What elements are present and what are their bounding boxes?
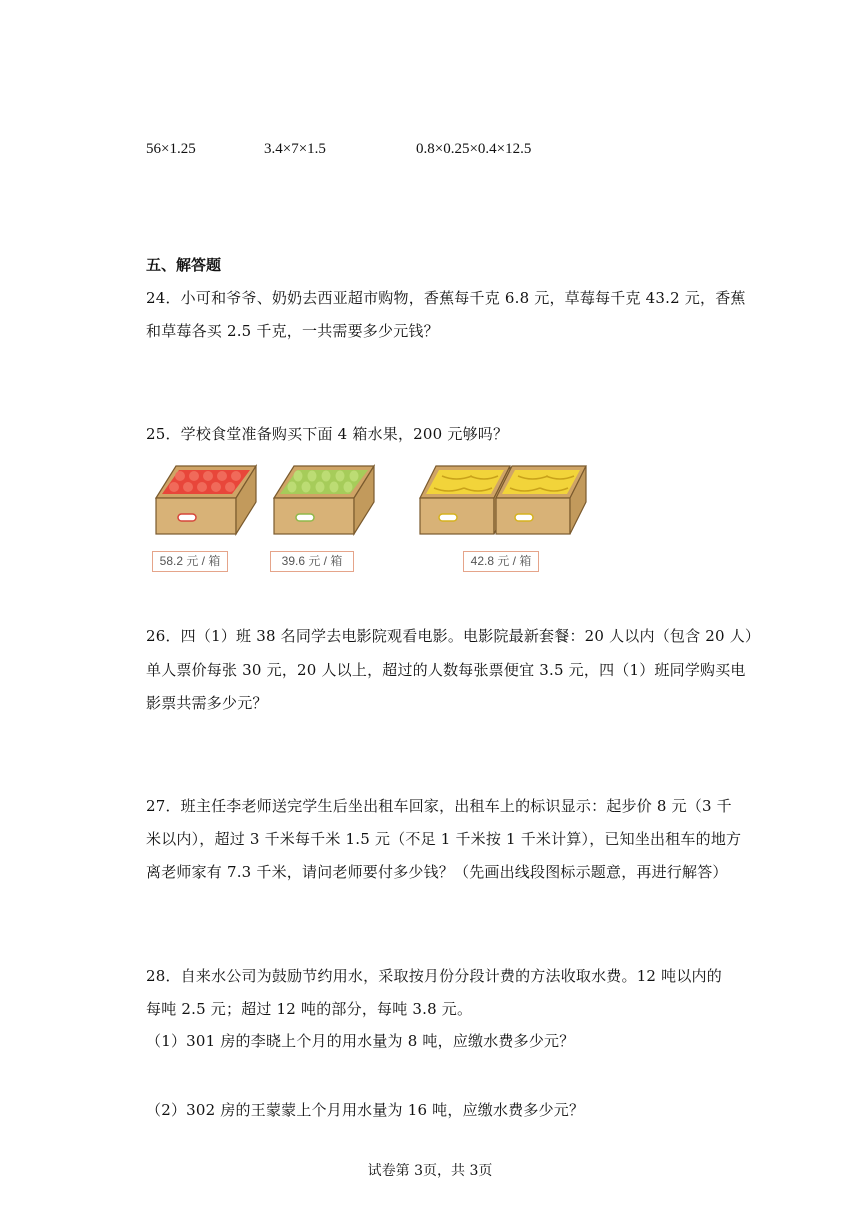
question-24-line-1: 24．小可和爷爷、奶奶去西亚超市购物，香蕉每千克 6.8 元，草莓每千克 43.2 元，香蕉: [146, 289, 746, 307]
expression-2: 3.4×7×1.5: [264, 141, 326, 157]
pear-crate-icon: [268, 460, 380, 540]
expression-3: 0.8×0.25×0.4×12.5: [416, 141, 532, 157]
pear-price-label: 39.6 元 / 箱: [270, 551, 354, 572]
question-26-line-2: 单人票价每张 30 元，20 人以上，超过的人数每张票便宜 3.5 元，四（1）班同学购买电: [146, 661, 746, 679]
question-27-line-1: 27．班主任李老师送完学生后坐出租车回家，出租车上的标识显示：起步价 8 元（3 千: [146, 797, 732, 815]
question-26-line-3: 影票共需多少元？: [146, 694, 268, 712]
apple-crate-icon: [150, 460, 262, 540]
expression-1: 56×1.25: [146, 141, 196, 157]
page-footer: 试卷第 3页，共 3页: [367, 1163, 493, 1179]
question-28-sub-2: （2）302 房的王蒙蒙上个月用水量为 16 吨，应缴水费多少元？: [146, 1101, 585, 1119]
question-26-line-1: 26．四（1）班 38 名同学去电影院观看电影。电影院最新套餐：20 人以内（包含 20 人）: [146, 627, 761, 645]
section-title: 五、解答题: [146, 256, 222, 274]
apple-price-label: 58.2 元 / 箱: [152, 551, 228, 572]
question-25-line-1: 25．学校食堂准备购买下面 4 箱水果，200 元够吗？: [146, 425, 509, 443]
question-24-line-2: 和草莓各买 2.5 千克，一共需要多少元钱？: [146, 322, 439, 340]
question-28-sub-1: （1）301 房的李晓上个月的用水量为 8 吨，应缴水费多少元？: [146, 1032, 575, 1050]
question-27-line-2: 米以内），超过 3 千米每千米 1.5 元（不足 1 千米按 1 千米计算），已知坐出租车的地方: [146, 830, 742, 848]
banana-crate-icon-2: [490, 460, 590, 540]
banana-price-label: 42.8 元 / 箱: [463, 551, 539, 572]
question-27-line-3: 离老师家有 7.3 千米，请问老师要付多少钱？（先画出线段图标示题意，再进行解答）: [146, 863, 728, 881]
question-28-line-1: 28．自来水公司为鼓励节约用水，采取按月份分段计费的方法收取水费。12 吨以内的: [146, 967, 722, 985]
question-28-line-2: 每吨 2.5 元；超过 12 吨的部分，每吨 3.8 元。: [146, 1000, 473, 1018]
